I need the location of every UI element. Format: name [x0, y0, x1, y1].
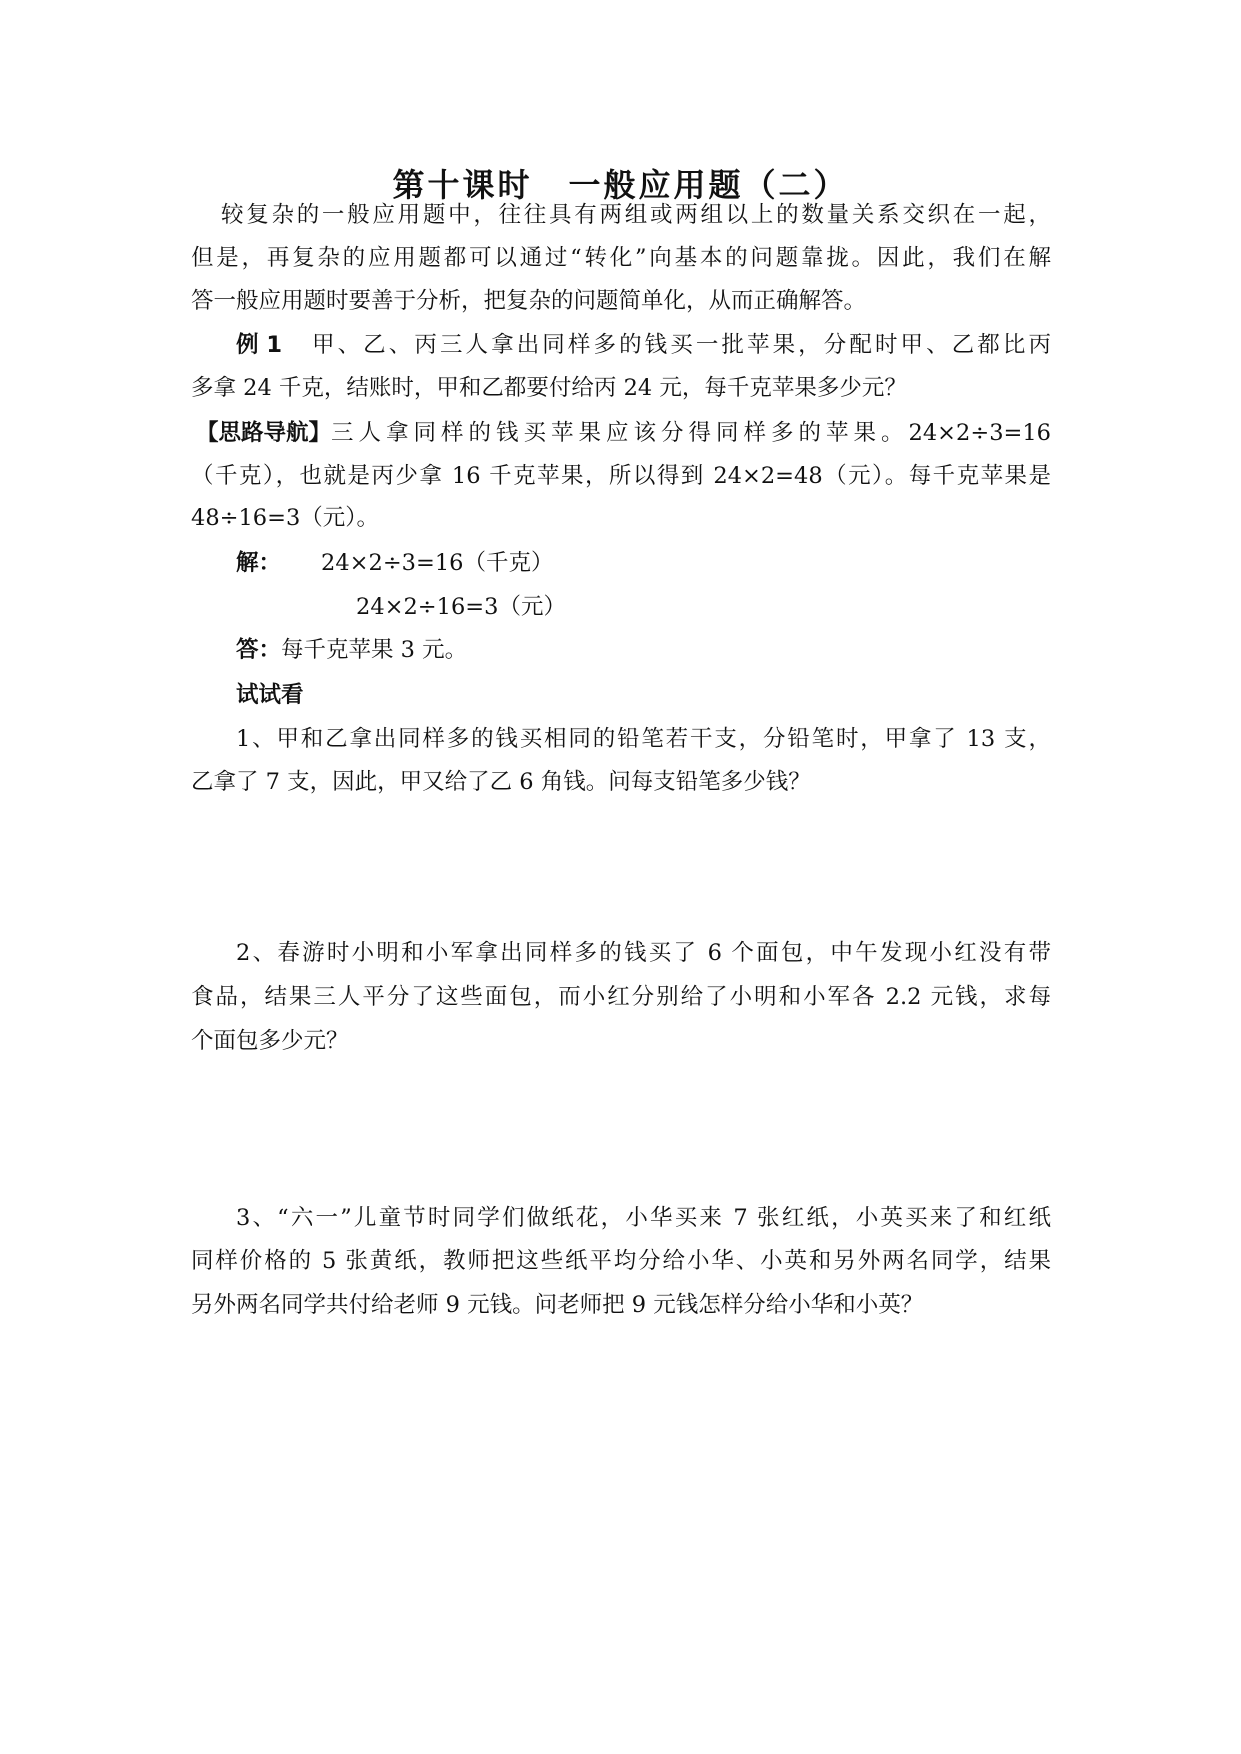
answer-text: 每千克苹果 3 元。	[281, 637, 468, 663]
question-2-line-1: 2、春游时小明和小军拿出同样多的钱买了 6 个面包，中午发现小红没有带	[236, 940, 1051, 966]
answer-label: 答：	[236, 637, 282, 663]
solution-step-1: 24×2÷3=16（千克）	[321, 550, 554, 576]
example-1-text-1: 甲、乙、丙三人拿出同样多的钱买一批苹果，分配时甲、乙都比丙	[312, 332, 1051, 358]
question-1-line-1: 1、甲和乙拿出同样多的钱买相同的铅笔若干支，分铅笔时，甲拿了 13 支，	[236, 726, 1051, 752]
example-1-line-2: 多拿 24 千克，结账时，甲和乙都要付给丙 24 元，每千克苹果多少元？	[191, 375, 907, 401]
title-lesson: 第十课时	[392, 166, 533, 204]
guide-line-3: 48÷16=3（元）。	[191, 505, 380, 531]
intro-line-1: 较复杂的一般应用题中，往往具有两组或两组以上的数量关系交织在一起，	[221, 202, 1051, 228]
question-3-line-2: 同样价格的 5 张黄纸，教师把这些纸平均分给小华、小英和另外两名同学，结果	[191, 1248, 1051, 1274]
title-topic: 一般应用题（二）	[568, 166, 849, 204]
question-3-line-1: 3、“六一”儿童节时同学们做纸花，小华买来 7 张红纸，小英买来了和红纸	[236, 1205, 1051, 1231]
question-2-line-3: 个面包多少元？	[191, 1028, 349, 1054]
practice-heading: 试试看	[236, 682, 304, 708]
solution-step-2: 24×2÷16=3（元）	[356, 594, 566, 620]
solution-label: 解：	[236, 550, 282, 576]
solution-line-1	[236, 548, 1051, 578]
example-1-label: 例 1	[236, 332, 282, 358]
guide-text-1: 三人拿同样的钱买苹果应该分得同样多的苹果。24×2÷3=16	[331, 420, 1051, 446]
guide-label: 【思路导航】	[196, 420, 332, 446]
example-1-line-1	[236, 330, 1051, 360]
question-2-line-2: 食品，结果三人平分了这些面包，而小红分别给了小明和小军各 2.2 元钱，求每	[191, 984, 1051, 1010]
guide-line-1	[196, 418, 1051, 448]
answer-line	[236, 635, 1051, 665]
intro-line-2: 但是，再复杂的应用题都可以通过“转化”向基本的问题靠拢。因此，我们在解	[191, 245, 1051, 271]
guide-line-2: （千克），也就是丙少拿 16 千克苹果，所以得到 24×2=48（元）。每千克苹果是	[191, 463, 1051, 489]
intro-line-3: 答一般应用题时要善于分析，把复杂的问题简单化，从而正确解答。	[191, 288, 867, 314]
question-3-line-3: 另外两名同学共付给老师 9 元钱。问老师把 9 元钱怎样分给小华和小英？	[191, 1292, 924, 1318]
question-1-line-2: 乙拿了 7 支，因此，甲又给了乙 6 角钱。问每支铅笔多少钱？	[191, 769, 811, 795]
